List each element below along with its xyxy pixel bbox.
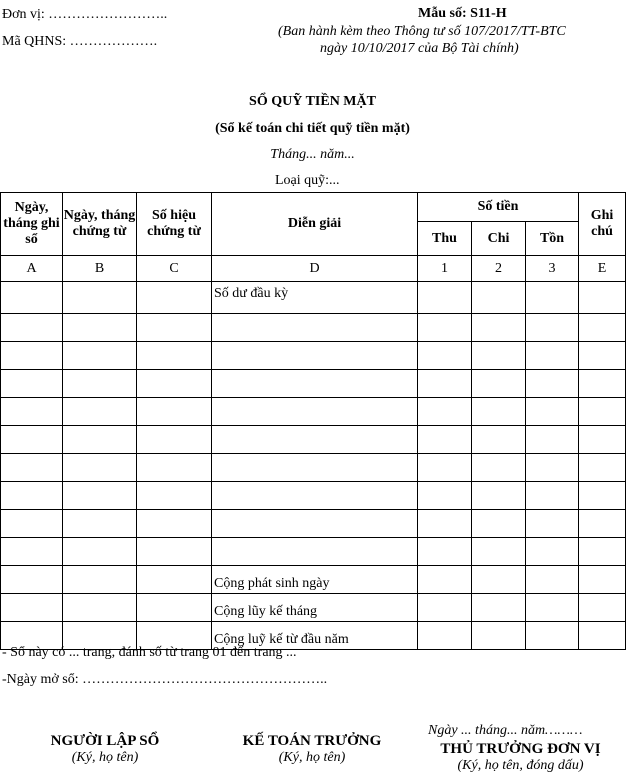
row-description bbox=[212, 538, 418, 566]
row-description: Cộng luỹ kế từ đầu năm bbox=[212, 622, 418, 650]
table-row bbox=[1, 538, 626, 566]
row-description: Số dư đầu kỳ bbox=[212, 282, 418, 314]
row-description bbox=[212, 454, 418, 482]
row-description: Cộng lũy kế tháng bbox=[212, 594, 418, 622]
cash-ledger-table bbox=[0, 192, 626, 650]
budget-code-line: Mã QHNS: ………………. bbox=[2, 34, 158, 49]
chief-accountant-signature-block bbox=[222, 733, 402, 766]
header-amount-group: Số tiền bbox=[418, 193, 579, 222]
head-of-unit-title: THỦ TRƯỞNG ĐƠN VỊ bbox=[440, 741, 601, 757]
issuing-regulation-line1: (Ban hành kèm theo Thông tư số 107/2017/TT-BTC bbox=[278, 24, 566, 39]
row-description bbox=[212, 510, 418, 538]
row-description bbox=[212, 314, 418, 342]
table-row bbox=[1, 282, 626, 314]
chief-accountant-note: (Ký, họ tên) bbox=[278, 750, 346, 765]
header-voucher-date: Ngày, tháng chứng từ bbox=[63, 193, 137, 256]
column-code: E bbox=[579, 256, 626, 282]
unit-name-line: Đơn vị: …………………….. bbox=[2, 7, 168, 22]
table-row bbox=[1, 314, 626, 342]
form-number: Mẫu số: S11-H bbox=[418, 6, 507, 21]
column-code: 1 bbox=[418, 256, 472, 282]
row-description bbox=[212, 482, 418, 510]
row-description bbox=[212, 342, 418, 370]
row-description bbox=[212, 370, 418, 398]
table-row bbox=[1, 426, 626, 454]
table-row bbox=[1, 482, 626, 510]
open-date-note: -Ngày mở sổ: …………………………………………….. bbox=[2, 672, 328, 687]
table-row bbox=[1, 566, 626, 594]
page-subtitle: (Sổ kế toán chi tiết quỹ tiền mặt) bbox=[215, 121, 410, 136]
column-code: 3 bbox=[526, 256, 579, 282]
column-code-row bbox=[1, 256, 626, 282]
page-count-note: - Sổ này có ... trang, đánh số từ trang 01 đến trang ... bbox=[2, 645, 297, 660]
table-row bbox=[1, 342, 626, 370]
row-description bbox=[212, 426, 418, 454]
header-record-date: Ngày, tháng ghi sổ bbox=[1, 193, 63, 256]
table-row bbox=[1, 370, 626, 398]
head-of-unit-signature-block bbox=[418, 741, 623, 774]
preparer-note: (Ký, họ tên) bbox=[71, 750, 139, 765]
column-code: A bbox=[1, 256, 63, 282]
header-voucher-number: Số hiệu chứng từ bbox=[137, 193, 212, 256]
header-balance: Tồn bbox=[526, 222, 579, 256]
issuing-regulation-line2: ngày 10/10/2017 của Bộ Tài chính) bbox=[320, 41, 519, 56]
head-of-unit-note: (Ký, họ tên, đóng dấu) bbox=[457, 758, 584, 773]
row-description bbox=[212, 398, 418, 426]
table-row bbox=[1, 510, 626, 538]
column-code: D bbox=[212, 256, 418, 282]
page-title: SỔ QUỸ TIỀN MẶT bbox=[249, 94, 376, 109]
header-receipts: Thu bbox=[418, 222, 472, 256]
table-row bbox=[1, 398, 626, 426]
table-row bbox=[1, 594, 626, 622]
column-code: B bbox=[63, 256, 137, 282]
table-row bbox=[1, 454, 626, 482]
header-notes: Ghi chú bbox=[579, 193, 626, 256]
column-code: C bbox=[137, 256, 212, 282]
chief-accountant-title: KẾ TOÁN TRƯỞNG bbox=[242, 733, 382, 749]
signing-date-line: Ngày ... tháng... năm……… bbox=[428, 723, 583, 738]
row-description: Cộng phát sinh ngày bbox=[212, 566, 418, 594]
preparer-signature-block bbox=[20, 733, 190, 766]
header-description: Diễn giải bbox=[212, 193, 418, 256]
header-payments: Chi bbox=[472, 222, 526, 256]
fund-type-line: Loại quỹ:... bbox=[275, 173, 340, 188]
period-line: Tháng... năm... bbox=[270, 147, 355, 162]
preparer-title: NGƯỜI LẬP SỔ bbox=[50, 733, 160, 749]
column-code: 2 bbox=[472, 256, 526, 282]
